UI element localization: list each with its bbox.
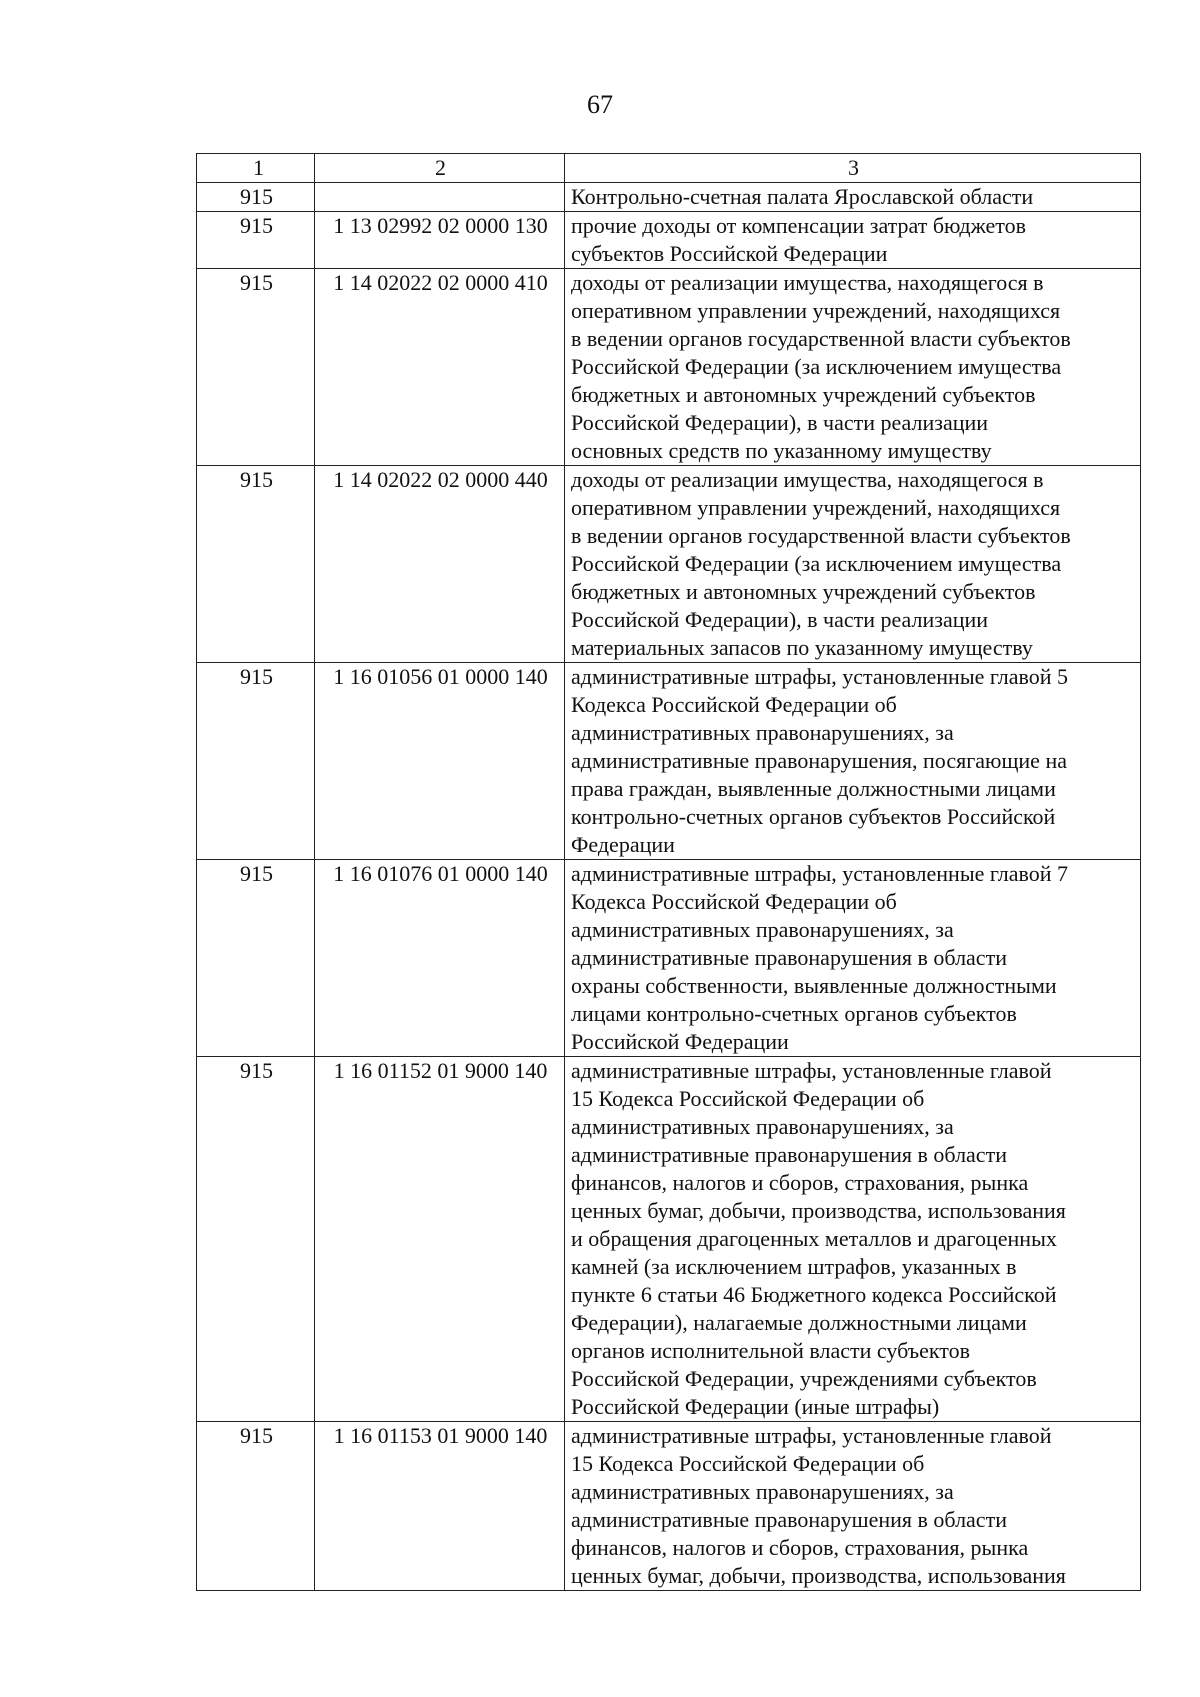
name-cell: прочие доходы от компенсации затрат бюджетов субъектов Российской Федерации [565, 212, 1141, 269]
admin-code-cell: 915 [197, 663, 315, 860]
name-cell: административные штрафы, установленные главой 15 Кодекса Российской Федерации об административных правонарушениях, за административные правонарушения в области финансов, налогов и сборов, страхования, рынка ценных бумаг, добычи, производства, использования [565, 1422, 1141, 1591]
table-row [197, 466, 1141, 663]
table-row [197, 269, 1141, 466]
table-row [197, 1422, 1141, 1591]
revenue-codes-table [196, 153, 1141, 1591]
table-row [197, 1057, 1141, 1422]
name-cell: Контрольно-счетная палата Ярославской области [565, 183, 1141, 212]
kbk-cell: 1 14 02022 02 0000 440 [315, 466, 565, 663]
name-cell: доходы от реализации имущества, находящегося в оперативном управлении учреждений, находящихся в ведении органов государственной власти субъектов Российской Федерации (за исключением имущества бюджетных и автономных учреждений субъектов Российской Федерации), в части реализации основных средств по указанному имуществу [565, 269, 1141, 466]
admin-code-cell: 915 [197, 1057, 315, 1422]
admin-code-cell: 915 [197, 1422, 315, 1591]
admin-code-cell: 915 [197, 212, 315, 269]
header-cell-1: 1 [197, 154, 315, 183]
kbk-cell: 1 16 01152 01 9000 140 [315, 1057, 565, 1422]
header-cell-2: 2 [315, 154, 565, 183]
admin-code-cell: 915 [197, 860, 315, 1057]
table-row [197, 183, 1141, 212]
kbk-cell: 1 16 01056 01 0000 140 [315, 663, 565, 860]
admin-code-cell: 915 [197, 269, 315, 466]
name-cell: административные штрафы, установленные главой 5 Кодекса Российской Федерации об административных правонарушениях, за административные правонарушения, посягающие на права граждан, выявленные должностными лицами контрольно-счетных органов субъектов Российской Федерации [565, 663, 1141, 860]
table-row [197, 860, 1141, 1057]
kbk-cell: 1 13 02992 02 0000 130 [315, 212, 565, 269]
name-cell: административные штрафы, установленные главой 15 Кодекса Российской Федерации об административных правонарушениях, за административные правонарушения в области финансов, налогов и сборов, страхования, рынка ценных бумаг, добычи, производства, использования и обращения драгоценных металлов и драгоценных камней (за исключением штрафов, указанных в пункте 6 статьи 46 Бюджетного кодекса Российской Федерации), налагаемые должностными лицами органов исполнительной власти субъектов Российской Федерации, учреждениями субъектов Российской Федерации (иные штрафы) [565, 1057, 1141, 1422]
header-cell-3: 3 [565, 154, 1141, 183]
kbk-cell [315, 183, 565, 212]
name-cell: доходы от реализации имущества, находящегося в оперативном управлении учреждений, находящихся в ведении органов государственной власти субъектов Российской Федерации (за исключением имущества бюджетных и автономных учреждений субъектов Российской Федерации), в части реализации материальных запасов по указанному имуществу [565, 466, 1141, 663]
table-row [197, 212, 1141, 269]
kbk-cell: 1 16 01076 01 0000 140 [315, 860, 565, 1057]
table-header-row [197, 154, 1141, 183]
admin-code-cell: 915 [197, 466, 315, 663]
kbk-cell: 1 14 02022 02 0000 410 [315, 269, 565, 466]
admin-code-cell: 915 [197, 183, 315, 212]
name-cell: административные штрафы, установленные главой 7 Кодекса Российской Федерации об административных правонарушениях, за административные правонарушения в области охраны собственности, выявленные должностными лицами контрольно-счетных органов субъектов Российской Федерации [565, 860, 1141, 1057]
table-row [197, 663, 1141, 860]
kbk-cell: 1 16 01153 01 9000 140 [315, 1422, 565, 1591]
page-number: 67 [587, 90, 613, 119]
